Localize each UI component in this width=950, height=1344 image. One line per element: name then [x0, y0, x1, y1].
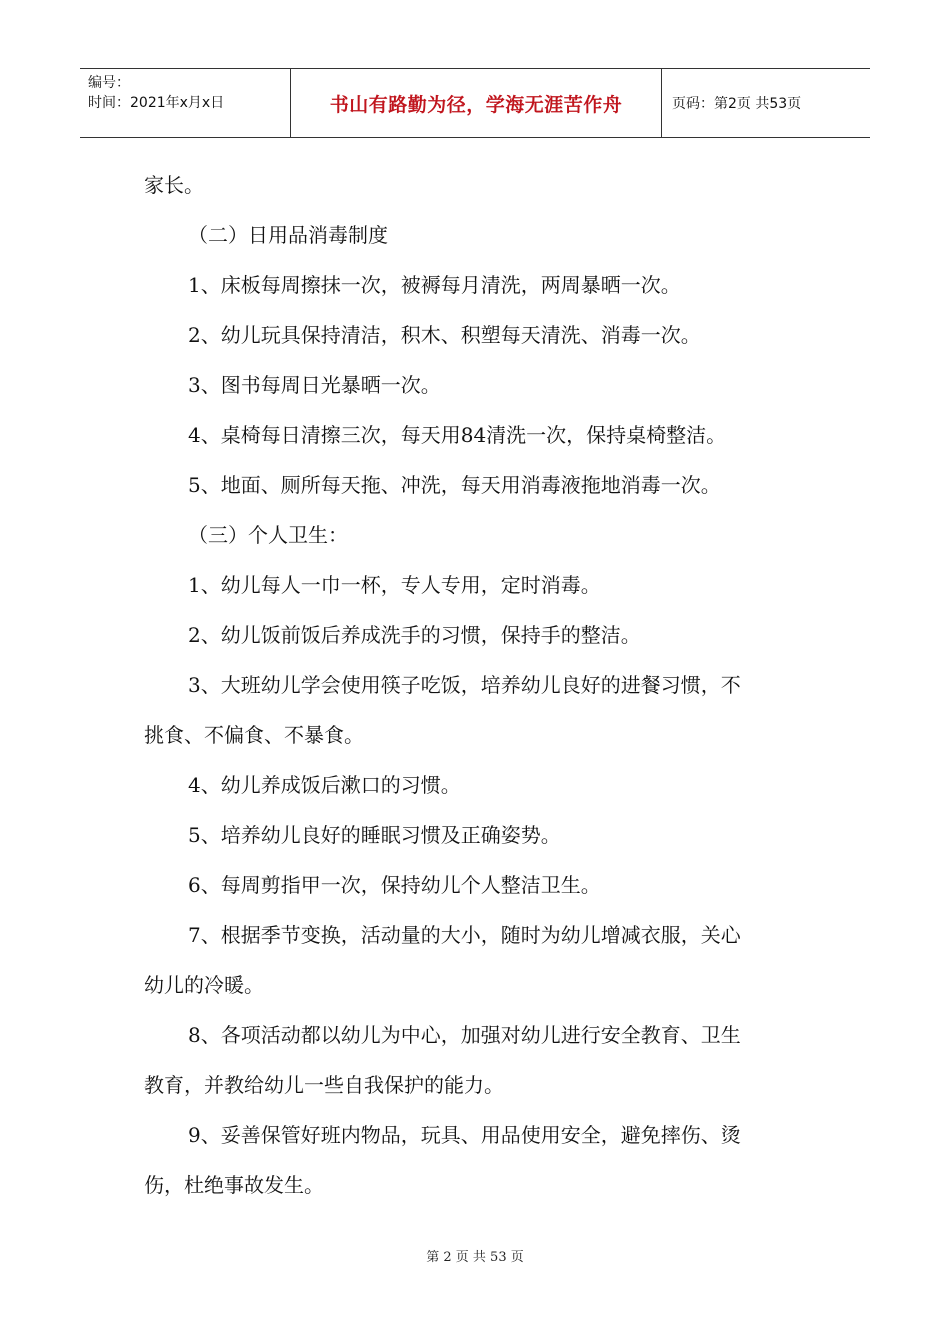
list-item: 4、桌椅每日清擦三次，每天用84清洗一次，保持桌椅整洁。	[188, 423, 727, 447]
header-page-cell	[662, 69, 870, 137]
header-time-label: 时间：2021年x月x日	[88, 95, 225, 111]
list-item-continuation: 伤，杜绝事故发生。	[144, 1173, 324, 1197]
header-motto: 书山有路勤为径，学海无涯苦作舟	[329, 93, 623, 116]
list-item: 3、图书每周日光暴晒一次。	[188, 373, 441, 397]
list-item-continuation: 幼儿的冷暖。	[144, 973, 264, 997]
list-item: 8、各项活动都以幼儿为中心，加强对幼儿进行安全教育、卫生	[188, 1023, 741, 1047]
page-header	[80, 68, 870, 138]
list-item-continuation: 教育，并教给幼儿一些自我保护的能力。	[144, 1073, 504, 1097]
header-number-label: 编号：	[88, 75, 130, 91]
list-item: 2、幼儿玩具保持清洁，积木、积塑每天清洗、消毒一次。	[188, 323, 701, 347]
list-item: 3、大班幼儿学会使用筷子吃饭，培养幼儿良好的进餐习惯，不	[188, 673, 741, 697]
document-body	[144, 160, 808, 1210]
header-meta	[80, 69, 291, 137]
list-item: 6、每周剪指甲一次，保持幼儿个人整洁卫生。	[188, 873, 601, 897]
section-heading: （二）日用品消毒制度	[188, 223, 388, 247]
list-item: 5、地面、厕所每天拖、冲洗，每天用消毒液拖地消毒一次。	[188, 473, 721, 497]
list-item: 4、幼儿养成饭后漱口的习惯。	[188, 773, 461, 797]
section-heading: （三）个人卫生：	[188, 523, 348, 547]
list-item: 9、妥善保管好班内物品，玩具、用品使用安全，避免摔伤、烫	[188, 1123, 741, 1147]
list-item: 2、幼儿饭前饭后养成洗手的习惯，保持手的整洁。	[188, 623, 641, 647]
header-page-info: 页码：第2页 共53页	[672, 96, 802, 112]
list-item: 1、幼儿每人一巾一杯，专人专用，定时消毒。	[188, 573, 601, 597]
body-line: 家长。	[144, 173, 204, 197]
list-item: 1、床板每周擦抹一次，被褥每月清洗，两周暴晒一次。	[188, 273, 681, 297]
list-item: 7、根据季节变换，活动量的大小，随时为幼儿增减衣服，关心	[188, 923, 741, 947]
list-item: 5、培养幼儿良好的睡眠习惯及正确姿势。	[188, 823, 561, 847]
header-motto-cell	[291, 69, 662, 137]
page-footer: 第 2 页 共 53 页	[426, 1250, 524, 1265]
list-item-continuation: 挑食、不偏食、不暴食。	[144, 723, 364, 747]
